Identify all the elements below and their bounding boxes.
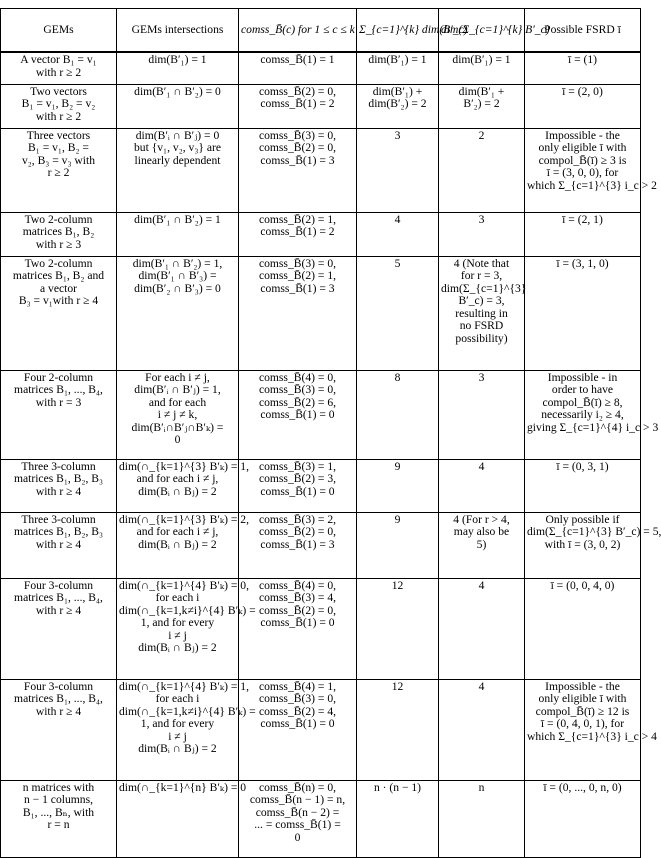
cell-line: 4 (Note that: [453, 256, 510, 270]
cell-line: comss_B̄(1) = 2: [260, 97, 335, 111]
cell-line: 9: [394, 512, 401, 526]
cell-line: dim(Σ_{c=1}^{3} B′_c) = 5,: [527, 525, 661, 539]
cell-line: Four 3-column: [23, 679, 94, 693]
cell-dim-sum: [439, 459, 525, 512]
cell-comss: [239, 212, 357, 256]
cell-line: B₁ = v₁, B₂ =: [28, 141, 89, 155]
cell-fsrd: [525, 780, 641, 857]
cell-intersections: [117, 52, 239, 84]
cell-line: but {v₁, v₂, v₃} are: [133, 141, 221, 155]
cell-sum-dim: [357, 780, 439, 857]
cell-line: resulting in: [455, 306, 508, 320]
table-header-row: [1, 9, 641, 53]
cell-line: dim(B′₁) = 1: [148, 53, 207, 66]
cell-line: comss_B̄(3) = 0,: [258, 128, 337, 142]
cell-line: 1, and for every: [140, 616, 215, 630]
cell-comss: [239, 780, 357, 857]
cell-dim-sum: [439, 212, 525, 256]
cell-line: comss_B̄(2) = 0,: [258, 525, 337, 539]
cell-line: compol_B̄(ī) ≥ 8,: [542, 395, 623, 409]
cell-line: n · (n − 1): [373, 780, 422, 794]
cell-fsrd: [525, 512, 661, 578]
cell-comss: [239, 512, 357, 578]
cell-intersections: [117, 212, 239, 256]
cell-line: comss_B̄(1) = 0: [260, 717, 335, 731]
cell-line: Three vectors: [26, 128, 91, 142]
cell-line: and for each: [148, 395, 207, 409]
gems-table: [0, 8, 661, 858]
cell-line: r ≥ 2: [47, 166, 70, 180]
cell-line: comss_B̄(2) = 0,: [258, 603, 337, 617]
cell-line: comss_B̄(1) = 3: [260, 537, 335, 551]
cell-line: 3: [478, 212, 485, 226]
cell-line: comss_B̄(n − 1) = n,: [249, 793, 346, 807]
cell-line: comss_B̄(3) = 2,: [258, 512, 337, 526]
cell-line: i ≠ j: [168, 729, 187, 743]
cell-line: i ≠ j ≠ k,: [157, 408, 198, 422]
cell-line: A vector B₁ = v₁: [20, 53, 97, 66]
cell-line: ī = (2, 1): [562, 212, 603, 226]
cell-line: with r ≥ 4: [35, 484, 82, 498]
cell-line: no FSRD: [459, 319, 504, 333]
cell-fsrd: [525, 52, 641, 84]
cell-line: for each i: [155, 692, 200, 706]
cell-dim-sum: [439, 52, 525, 84]
cell-sum-dim: [357, 52, 439, 84]
cell-line: and for each i ≠ j,: [136, 472, 219, 486]
table-row: [1, 84, 641, 128]
cell-line: dim(∩_{k=1,k≠i}^{4} B′ₖ) =: [119, 603, 256, 617]
cell-line: linearly dependent: [134, 153, 221, 167]
cell-comss: [239, 459, 357, 512]
header-gems-intersections: GEMs intersections: [117, 9, 239, 53]
cell-line: comss_B̄(1) = 3: [260, 281, 335, 295]
cell-line: comss_B̄(n) = 0,: [258, 780, 337, 794]
cell-line: only eligible ī with: [538, 692, 627, 706]
cell-fsrd: [525, 84, 641, 128]
cell-line: necessarily i₂ ≥ 4,: [541, 408, 624, 422]
cell-dim-sum: [439, 370, 525, 459]
cell-line: dim(Σ_{c=1}^{3}: [441, 281, 527, 295]
cell-line: 4: [478, 578, 485, 592]
cell-line: ī = (0, 3, 1): [556, 459, 609, 473]
table-row: [1, 578, 641, 679]
cell-line: dim(Bᵢ ∩ Bⱼ) = 2: [138, 537, 217, 551]
cell-sum-dim: [357, 128, 439, 212]
cell-gems: [1, 128, 117, 212]
cell-line: 4: [394, 212, 401, 226]
cell-dim-sum: [439, 780, 525, 857]
cell-line: with r ≥ 4: [35, 603, 82, 617]
cell-line: possibility): [455, 332, 508, 346]
cell-gems: [1, 679, 117, 780]
cell-line: B′₂) = 2: [463, 97, 500, 111]
cell-line: B₁ = v₁, B₂ = v₂: [21, 97, 96, 111]
cell-line: a vector: [39, 281, 77, 295]
cell-dim-sum: [439, 512, 525, 578]
cell-line: ī = (0, ..., 0, n, 0): [543, 780, 622, 794]
cell-line: with r ≥ 2: [35, 109, 82, 123]
cell-dim-sum: [439, 128, 525, 212]
cell-sum-dim: [357, 212, 439, 256]
cell-line: 4: [478, 459, 485, 473]
cell-line: ī = (0, 0, 4, 0): [550, 578, 615, 592]
cell-line: for each i: [155, 591, 200, 605]
cell-line: Impossible - the: [545, 679, 620, 693]
cell-line: comss_B̄(2) = 0,: [258, 84, 337, 98]
cell-line: v₂, B₃ = v₃ with: [21, 153, 96, 167]
cell-line: Four 3-column: [23, 578, 94, 592]
cell-line: comss_B̄(3) = 0,: [258, 383, 337, 397]
cell-gems: [1, 780, 117, 857]
cell-line: Two vectors: [30, 84, 87, 98]
table-body: [1, 52, 661, 857]
cell-line: n matrices with: [22, 780, 95, 794]
cell-line: dim(B′₁ ∩ B′₂) = 1,: [132, 256, 223, 270]
cell-line: comss_B̄(2) = 6,: [258, 395, 337, 409]
table-row: [1, 459, 641, 512]
cell-line: Only possible if: [545, 512, 620, 526]
cell-intersections: [117, 459, 249, 512]
cell-line: comss_B̄(1) = 1: [260, 53, 335, 66]
cell-line: comss_B̄(1) = 0: [260, 616, 335, 630]
cell-line: 3: [478, 370, 485, 384]
cell-line: dim(∩_{k=1,k≠i}^{4} B′ₖ) =: [119, 704, 256, 718]
cell-fsrd: [525, 459, 641, 512]
cell-line: 12: [391, 578, 404, 592]
cell-intersections: [117, 679, 256, 780]
cell-line: comss_B̄(n − 2) =: [255, 805, 340, 819]
cell-sum-dim: [357, 459, 439, 512]
cell-line: comss_B̄(2) = 3,: [258, 472, 337, 486]
cell-line: dim(B′₁) +: [372, 84, 423, 98]
cell-sum-dim: [357, 370, 439, 459]
cell-line: dim(B′₁) = 1: [368, 53, 427, 66]
cell-line: dim(B′ᵢ∩B′ⱼ∩B′ₖ) =: [131, 420, 224, 434]
cell-line: comss_B̄(1) = 0: [260, 484, 335, 498]
cell-line: dim(B′₁ ∩ B′₂) = 0: [134, 84, 221, 98]
cell-line: giving Σ_{c=1}^{4} i_c > 3: [527, 420, 659, 434]
cell-line: Three 3-column: [21, 512, 96, 526]
cell-line: dim(∩_{k=1}^{4} B′ₖ) = 0,: [119, 578, 249, 592]
cell-fsrd: [525, 679, 657, 780]
cell-intersections: [117, 128, 239, 212]
cell-dim-sum: [439, 679, 525, 780]
cell-line: ... = comss_B̄(1) =: [254, 818, 341, 832]
cell-line: dim(B′ᵢ ∩ B′ⱼ) = 1,: [134, 383, 221, 397]
cell-line: dim(B′₂) = 2: [368, 97, 427, 111]
cell-line: which Σ_{c=1}^{3} i_c > 2: [527, 178, 657, 192]
cell-line: comss_B̄(3) = 0,: [258, 256, 337, 270]
cell-line: may also be: [453, 525, 510, 539]
header-possible-fsrd: Possible FSRD ī: [525, 9, 641, 53]
cell-intersections: [117, 578, 256, 679]
cell-comss: [239, 256, 357, 370]
cell-line: comss_B̄(1) = 3: [260, 153, 335, 167]
cell-line: For each i ≠ j,: [145, 370, 210, 384]
cell-line: dim(B′₁ +: [458, 84, 505, 98]
cell-line: comss_B̄(1) = 2: [260, 225, 335, 239]
table-row: [1, 212, 641, 256]
cell-sum-dim: [357, 512, 439, 578]
cell-line: dim(B′₁ ∩ B′₂) = 1: [134, 212, 221, 226]
cell-gems: [1, 459, 117, 512]
cell-dim-sum: [439, 256, 525, 370]
cell-gems: [1, 256, 117, 370]
cell-intersections: [117, 370, 239, 459]
cell-intersections: [117, 256, 239, 370]
cell-line: with r ≥ 4: [35, 537, 82, 551]
cell-line: Impossible - the: [545, 128, 620, 142]
header-sum-dim: Σ_{c=1}^{k} dim(B′_c): [357, 9, 439, 53]
cell-line: comss_B̄(4) = 0,: [258, 370, 337, 384]
cell-line: with r ≥ 2: [35, 65, 82, 79]
cell-line: dim(∩_{k=1}^{3} B′ₖ) = 1,: [119, 459, 249, 473]
cell-line: comss_B̄(1) = 0: [260, 408, 335, 422]
cell-line: dim(B′₁) = 1: [452, 53, 511, 66]
table-row: [1, 370, 641, 459]
cell-line: 3: [394, 128, 401, 142]
cell-line: comss_B̄(2) = 1,: [258, 269, 337, 283]
cell-line: dim(Bᵢ ∩ Bⱼ) = 2: [138, 641, 217, 655]
cell-sum-dim: [357, 256, 439, 370]
table-row: [1, 780, 641, 857]
cell-line: with r ≥ 3: [35, 237, 82, 251]
cell-fsrd: [525, 256, 641, 370]
cell-line: dim(∩_{k=1}^{4} B′ₖ) = 1,: [119, 679, 249, 693]
cell-line: B′_c) = 3,: [458, 294, 505, 308]
table-row: [1, 52, 641, 84]
cell-line: 12: [391, 679, 404, 693]
cell-gems: [1, 512, 117, 578]
cell-line: compol_B̄(ī) ≥ 12 is: [535, 704, 630, 718]
cell-line: matrices B₁, B₂, B₃: [13, 472, 104, 486]
cell-line: n: [478, 780, 485, 794]
cell-dim-sum: [439, 578, 525, 679]
table-row: [1, 512, 641, 578]
cell-comss: [239, 679, 357, 780]
header-dim-sum: dim(Σ_{c=1}^{k} B′_c): [439, 9, 525, 53]
cell-sum-dim: [357, 84, 439, 128]
cell-line: i ≠ j: [168, 628, 187, 642]
cell-line: dim(B′ᵢ ∩ B′ⱼ) = 0: [135, 128, 220, 142]
cell-dim-sum: [439, 84, 525, 128]
cell-gems: [1, 370, 117, 459]
cell-fsrd: [525, 370, 659, 459]
cell-line: 1, and for every: [140, 717, 215, 731]
cell-gems: [1, 84, 117, 128]
cell-line: n − 1 columns,: [23, 793, 93, 807]
header-gems: GEMs: [1, 9, 117, 53]
cell-line: comss_B̄(3) = 0,: [258, 692, 337, 706]
cell-line: matrices B₁, ..., B₄,: [14, 692, 103, 706]
cell-line: and for each i ≠ j,: [136, 525, 219, 539]
table-row: [1, 128, 641, 212]
cell-line: compol_B̄(ī) ≥ 3 is: [538, 153, 627, 167]
cell-line: ī = (3, 0, 0), for: [546, 166, 619, 180]
cell-line: Four 2-column: [23, 370, 94, 384]
header-comss: comss_B̄(c) for 1 ≤ c ≤ k: [239, 9, 357, 53]
cell-line: matrices B₁, B₂: [22, 225, 95, 239]
cell-line: ī = (0, 4, 0, 1), for: [540, 717, 625, 731]
cell-line: Impossible - in: [547, 370, 618, 384]
cell-line: dim(Bᵢ ∩ Bⱼ) = 2: [138, 484, 217, 498]
cell-line: Three 3-column: [21, 459, 96, 473]
cell-line: only eligible ī with: [538, 141, 627, 155]
cell-line: comss_B̄(3) = 1,: [258, 459, 337, 473]
cell-fsrd: [525, 212, 641, 256]
cell-line: ī = (3, 1, 0): [556, 256, 609, 270]
cell-line: 4 (For r > 4,: [453, 512, 510, 526]
cell-sum-dim: [357, 679, 439, 780]
cell-fsrd: [525, 128, 657, 212]
cell-line: comss_B̄(2) = 4,: [258, 704, 337, 718]
cell-line: dim(Bᵢ ∩ Bⱼ) = 2: [138, 742, 217, 756]
cell-line: which Σ_{c=1}^{3} i_c > 4: [527, 729, 657, 743]
cell-sum-dim: [357, 578, 439, 679]
cell-line: comss_B̄(3) = 4,: [258, 591, 337, 605]
cell-line: dim(∩_{k=1}^{3} B′ₖ) = 2,: [119, 512, 249, 526]
table-row: [1, 679, 641, 780]
cell-line: ī = (2, 0): [562, 84, 603, 98]
cell-comss: [239, 128, 357, 212]
cell-gems: [1, 212, 117, 256]
cell-line: matrices B₁, ..., B₄,: [14, 591, 103, 605]
cell-line: dim(B′₁ ∩ B′₃) =: [138, 269, 217, 283]
cell-comss: [239, 370, 357, 459]
cell-line: comss_B̄(2) = 1,: [258, 212, 337, 226]
cell-line: comss_B̄(4) = 0,: [258, 578, 337, 592]
cell-gems: [1, 578, 117, 679]
cell-line: comss_B̄(2) = 0,: [258, 141, 337, 155]
cell-line: matrices B₁, B₂ and: [12, 269, 105, 283]
cell-line: with ī = (3, 0, 2): [544, 537, 621, 551]
cell-line: Two 2-column: [24, 212, 93, 226]
cell-line: 4: [478, 679, 485, 693]
cell-line: r = n: [47, 818, 70, 832]
cell-line: ī = (1): [567, 53, 598, 66]
cell-line: 8: [394, 370, 401, 384]
cell-comss: [239, 52, 357, 84]
cell-line: 0: [174, 433, 181, 447]
cell-line: with r = 3: [35, 395, 82, 409]
cell-comss: [239, 84, 357, 128]
cell-line: order to have: [551, 383, 614, 397]
cell-intersections: [117, 512, 249, 578]
cell-line: matrices B₁, ..., B₄,: [14, 383, 103, 397]
cell-intersections: [117, 780, 247, 857]
cell-fsrd: [525, 578, 641, 679]
cell-line: with r ≥ 4: [35, 704, 82, 718]
cell-intersections: [117, 84, 239, 128]
cell-line: comss_B̄(4) = 1,: [258, 679, 337, 693]
cell-line: for r = 3,: [460, 269, 503, 283]
cell-comss: [239, 578, 357, 679]
cell-line: dim(∩_{k=1}^{n} B′ₖ) = 0: [119, 780, 247, 794]
cell-line: 2: [478, 128, 485, 142]
cell-gems: [1, 52, 117, 84]
cell-line: B₃ = v₁with r ≥ 4: [18, 294, 99, 308]
cell-line: matrices B₁, B₂, B₃: [13, 525, 104, 539]
cell-line: B₁, ..., Bₙ, with: [22, 805, 95, 819]
cell-line: dim(B′₂ ∩ B′₃) = 0: [134, 281, 221, 295]
cell-line: 5: [394, 256, 401, 270]
cell-line: 5): [476, 537, 487, 551]
cell-line: Two 2-column: [24, 256, 93, 270]
table-row: [1, 256, 641, 370]
cell-line: 0: [294, 830, 301, 844]
cell-line: 9: [394, 459, 401, 473]
cropped-caption-strip: [0, 0, 640, 8]
